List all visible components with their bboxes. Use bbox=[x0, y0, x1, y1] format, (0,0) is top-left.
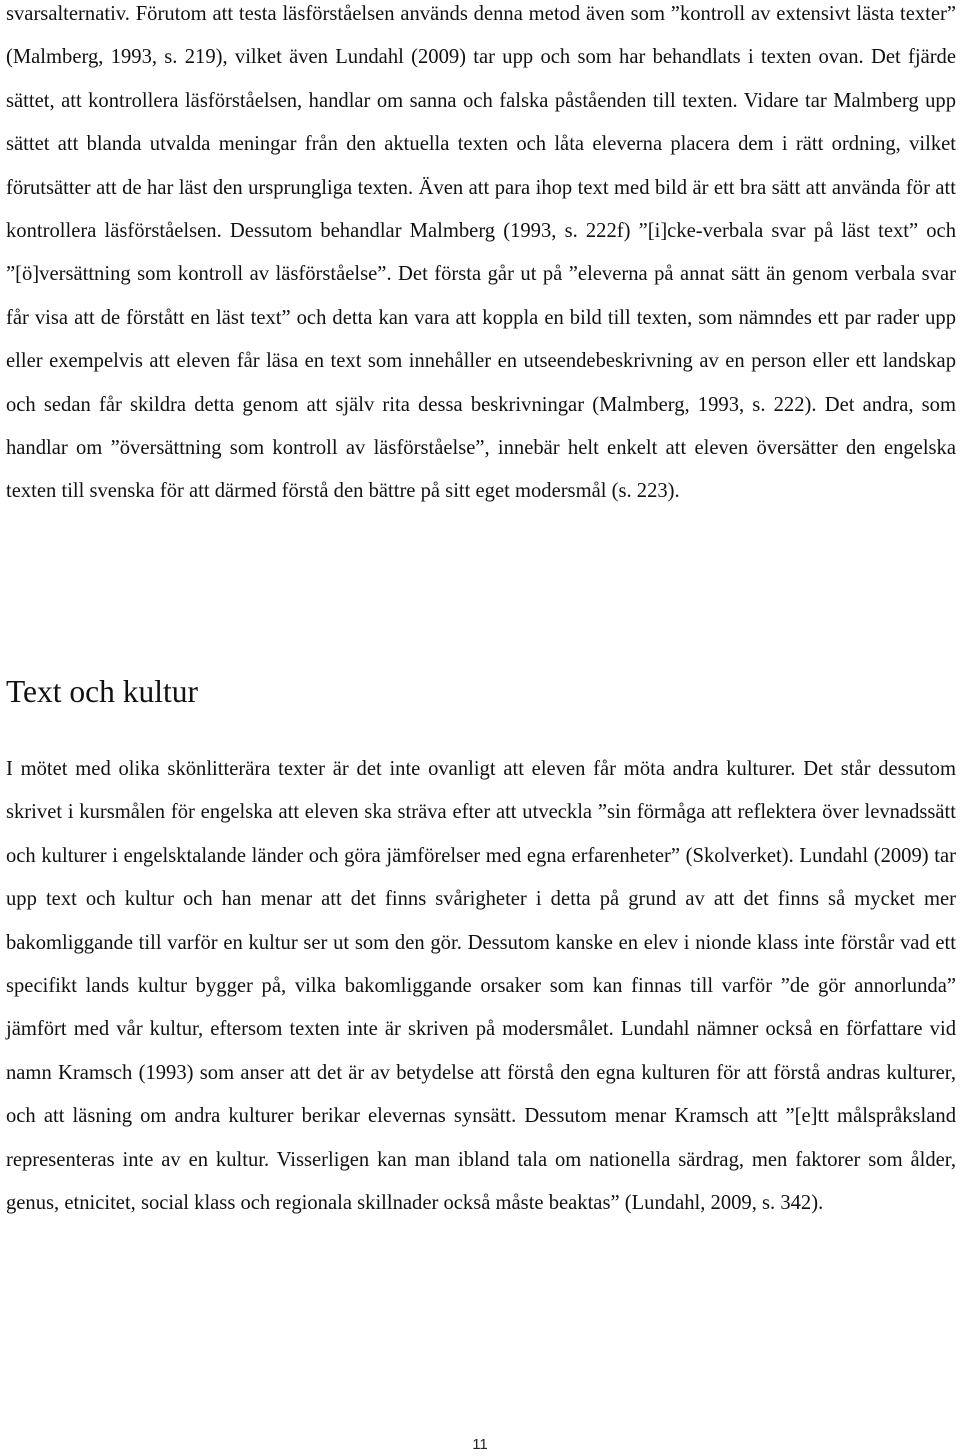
body-paragraph: svarsalternativ. Förutom att testa läsförståelsen används denna metod även som ”kontroll av extensivt lästa texter” (Malmberg, 1993, s. 219), vilket även Lundahl (2009) tar upp och som har behandlats i texten ovan. Det fjärde sättet, att kontrollera läsförståelsen, handlar om sanna och falska påståenden till texten. Vidare tar Malmberg upp sättet att blanda utvalda meningar från den aktuella texten och låta eleverna placera dem i rätt ordning, vilket förutsätter att de har läst den ursprungliga texten. Även att para ihop text med bild är ett bra sätt att använda för att kontrollera läsförståelsen. Dessutom behandlar Malmberg (1993, s. 222f) ”[i]cke-verbala svar på läst text” och ”[ö]versättning som kontroll av läsförståelse”. Det första går ut på ”eleverna på annat sätt än genom verbala svar får visa att de förstått en läst text” och detta kan vara att koppla en bild till texten, som nämndes ett par rader upp eller exempelvis att eleven får läsa en text som innehåller en utseendebeskrivning av en person eller ett landskap och sedan får skildra detta genom att själv rita dessa beskrivningar (Malmberg, 1993, s. 222). Det andra, som handlar om ”översättning som kontroll av läsförståelse”, innebär helt enkelt att eleven översätter den engelska texten till svenska för att därmed förstå den bättre på sitt eget modersmål (s. 223). bbox=[6, 3, 956, 503]
body-paragraph: I mötet med olika skönlitterära texter är det inte ovanligt att eleven får möta andra kulturer. Det står dessutom skrivet i kursmålen för engelska att eleven ska sträva efter att utveckla ”sin förmåga att reflektera över levnadssätt och kulturer i engelsktalande länder och göra jämförelser med egna erfarenheter” (Skolverket). Lundahl (2009) tar upp text och kultur och han menar att det finns svårigheter i detta på grund av att det finns så mycket mer bakomliggande till varför en kultur ser ut som den gör. Dessutom kanske en elev i nionde klass inte förstår vad ett specifikt lands kultur bygger på, vilka bakomliggande orsaker som kan finnas till varför ”de gör annorlunda” jämfört med vår kultur, eftersom texten inte är skriven på modersmålet. Lundahl nämner också en författare vid namn Kramsch (1993) som anser att det är av betydelse att förstå den egna kulturen för att förstå andras kulturer, och att läsning om andra kulturer berikar elevernas synsätt. Dessutom menar Kramsch att ”[e]tt målspråksland representeras inte av en kultur. Visserligen kan man ibland tala om nationella särdrag, men faktorer som ålder, genus, etnicitet, social klass och regionala skillnader också måste beaktas” (Lundahl, 2009, s. 342). bbox=[6, 758, 956, 1215]
section-heading: Text och kultur bbox=[6, 674, 198, 709]
document-page bbox=[6, 0, 956, 1215]
page-number: 11 bbox=[472, 1436, 488, 1453]
